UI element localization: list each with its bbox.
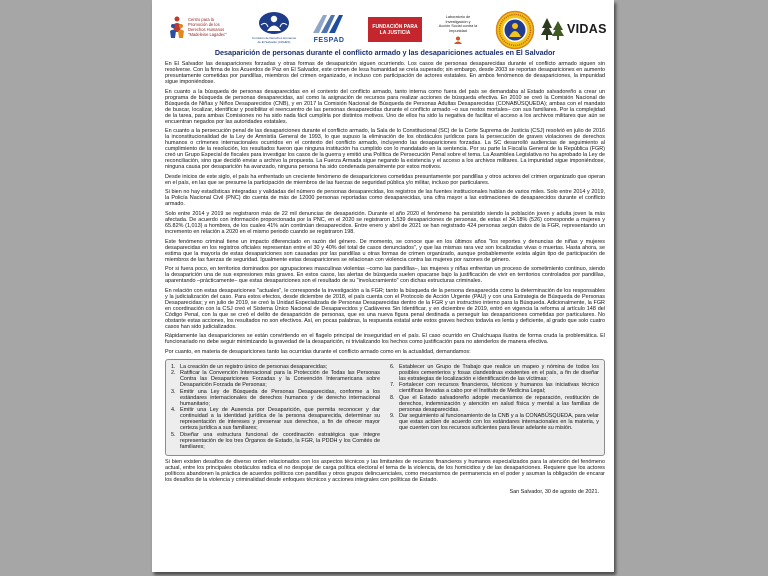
lagadec-name-line: Promoción de los [188, 22, 220, 27]
demands-box [165, 359, 605, 456]
round-seal-icon [495, 10, 535, 50]
demand-text: La creación de un registro único de personas desaparecidas; [180, 363, 328, 370]
demand-item [390, 395, 599, 413]
logo-cdhes [248, 11, 300, 44]
demand-number: 9. [390, 413, 395, 420]
human-figure-emblem-icon [257, 11, 291, 35]
demand-number: 4. [171, 407, 176, 414]
demand-number: 5. [171, 431, 176, 438]
lagadec-name-line: "Madeleine Lagadec" [188, 32, 227, 37]
fundacion-line: FUNDACIÓN PARA [372, 23, 418, 30]
demand-text: Diseñar una estructura funcional de coordinación estratégica que integre representación de los tres Órganos de Estado, la FGR, la PDDH y los Comités de familiares; [180, 431, 380, 450]
demand-number: 2. [171, 370, 176, 377]
fespad-wordmark: FESPAD [313, 37, 345, 44]
lagadec-name-line: Centro para la [188, 17, 214, 22]
document-title: Desaparición de personas durante el conflicto armado y las desapariciones actuales en El Salvador [214, 48, 556, 57]
logo-fundacion-justicia [368, 17, 422, 42]
document-body [165, 61, 605, 495]
demand-text: Ratificar la Convención Internacional para la Protección de Todas las Personas Contra las Desapariciones Forzadas y la Convención Interamericana sobre Desaparición Forzada de Personas; [180, 370, 380, 389]
demand-item [171, 370, 380, 388]
laboratorio-name-line: Impunidad [449, 29, 467, 34]
demand-item [171, 389, 380, 407]
person-icon [451, 36, 465, 44]
fundacion-line: LA JUSTICIA [379, 29, 411, 36]
demand-number: 7. [390, 382, 395, 389]
stripes-emblem-icon [309, 13, 349, 35]
paragraph-persecucion-penal: En cuanto a la persecución penal de las desapariciones durante el conflicto armado, la Sala de lo Constitucional (SC) de la Corte Suprema de Justicia (CSJ) resolvió en julio de 2016 la inconstitucionalidad de la Ley de Amnistía General de 1993, lo que supuso la eliminación de los obstáculos jurídicos para la persecución de graves violaciones de derechos humanos o crímenes internacionales ocurridos en el contexto del conflicto armado, incluyendo las desapariciones forzadas. La SC desarrolló audiencias de seguimiento al cumplimiento de la resolución, los resultados fueron que ninguna institución ha cumplido con lo mandatado en la sentencia. Por su parte la Fiscalía General de la República (FGR) creó un Grupo Especial de fiscales para investigar los casos de la guerra y emitió una Política de Persecución Penal sobre el tema. La Asamblea Legislativa no ha aprobado la Ley de reconciliación, sino que decidió enviar a archivo la propuesta. La Fuerza Armada sigue negando la existencia y el acceso a los archivos militares. La impunidad sigue imponiéndose, ninguna causa por desaparición ha avanzado, ninguna persona ha sido condenada penalmente por estos motivos. [165, 128, 605, 171]
demands-column-right [390, 364, 599, 451]
paragraph-flagelo: Rápidamente las desapariciones se están convirtiendo en el flagelo principal de inseguridad en el país. El caso ocurrido en Chalchuapa ilustra de forma cruda la problemática. El funcionariado no debe seguir minimizando la gravedad de la desaparición, ni trivializando los hechos como justificación para no atenderlos de manera efectiva. [165, 333, 605, 346]
laboratorio-name-line: Investigación y [445, 19, 471, 24]
demand-text: Fortalecer con recursos financieros, técnicos y humanos las iniciativas técnico científicas llevadas a cabo por el Instituto de Medicina Legal; [399, 382, 599, 395]
paragraph-desapariciones-actuales: Desde inicios de este siglo, el país ha enfrentado un creciente fenómeno de desapariciones cometidas presuntamente por pandillas y otros actores del crimen organizado que operan en el país, en las que se presume la participación de miembros de las fuerzas de seguridad pública y/o militar, incluso por particulares. [165, 173, 605, 186]
demand-text: Que el Estado salvadoreño adopte mecanismos de reparación, restitución de derechos, indemnización y atención en salud física y mental a las familias de personas desaparecidas. [399, 394, 599, 413]
cdhes-caption [248, 37, 300, 44]
demand-number: 1. [171, 363, 176, 370]
paragraph-busqueda: En cuanto a la búsqueda de personas desaparecidas en el contexto del conflicto armado, tanto interna como fuera del país se demandaba al Estado salvadoreño a crear un programa de búsqueda de personas desaparecidas, así como la asignación de recursos para realizar acciones de búsqueda efectiva. En 2010 se creó la Comisión Nacional de Búsqueda de Niñas y Niños Desaparecidos (CNB), y en 2017 la Comisión Nacional de Búsqueda de Personas Adultas Desaparecidas (CONABÚSQUEDA); ambas con el mandato de buscar, localizar, identificar y posibilitar el reencuentro de las personas desaparecidas durante el conflicto armado –o sus restos mortales– con sus familiares. Por la complejidad de la tarea, para ambas Comisiones no ha sido nada fácil cumplirla por distintos motivos. Uno de ellos ha sido la negativa de facilitar el acceso a los archivos militares que aún se encuentran negados por las autoridades estatales. [165, 88, 605, 125]
paragraph-cifras: Solo entre 2014 y 2019 se registraron más de 22 mil denuncias de desaparición. Durante el año 2020 el fenómeno ha persistido siendo la población joven y adulta joven la más afectada. De acuerdo con información proporcionada por la PNC, en el 2020 se registraron 1,539 desapariciones de personas, de estas el 34.18% (526) corresponde a mujeres y 65.82% (1,013) a hombres, de los cuales 41% aún continúan desaparecidos. Entre enero y abril de 2021 se han registrado 424 personas según datos de la FGR, representando un incremento en relación a 2020 en el mismo periodo cuando se registraron 198. [165, 210, 605, 235]
demand-text: Emitir una Ley de Ausencia por Desaparición, que permita reconocer y dar continuidad a la identidad jurídica de la persona desaparecida, determinar su representación de intereses y preservar sus derechos, a fin de ofrecer mayor certeza jurídica a sus familiares; [180, 407, 380, 432]
laboratorio-name [430, 15, 486, 34]
lagadec-name [188, 17, 227, 37]
logo-vidas [541, 15, 609, 43]
laboratorio-name-line: Laboratorio de [445, 15, 471, 19]
paragraph-genero: Este fenómeno criminal tiene un impacto diferenciado en razón del género. De momento, se conoce que en los últimos años "los reportes y denuncias de niñas y mujeres desaparecidas en los registros oficiales representan entre el 30 y 40% del total de casos denunciados", y que las mismas rara vez son localizadas vivas o muertas. Hasta ahora, se estima que la mayoría de estas desapariciones son causadas por las pandillas u otras formas de crimen organizado, aunque probablemente exista algún tipo de participación de miembros de las fuerzas de seguridad. Igualmente estas desapariciones se relacionan con violencia contra las mujeres por razones de género. [165, 238, 605, 263]
logo-madeleine-lagadec [169, 15, 241, 43]
logo-laboratorio [430, 15, 486, 44]
demand-item [390, 364, 599, 382]
paragraph-investigacion-fgr: En relación con estas desapariciones "actuales", le corresponde la investigación a la FGR; tanto la búsqueda de la persona desaparecida como la determinación de los responsables y la judicialización del caso. Para estos efectos, desde diciembre de 2018, el país cuenta con el Protocolo de Acción Urgente (PAU) y con una Estrategia de Búsqueda de Personas Desaparecidas; y en julio de 2019, se creó la Unidad Especializada de Personas Desaparecidas dentro de la FGR y un instructivo interno para la Búsqueda. Adicionalmente, la FGR en coordinación con la CSJ creó el Sistema Único Nacional de Desaparecidos y Cadáveres Sin Identificar, y en diciembre de 2019, entró en vigencia la reforma al artículo 148 del Código Penal, con la que se creó el delito de desaparición de personas, que es una nueva figura penal destinada a perseguir las desapariciones cometidas por particulares. No obstante estas acciones, los resultados no son efectivos. Así, en pocas palabras, la respuesta estatal ante estos graves hechos todavía es lenta y deficiente, al grado que solo cuatro casos han sido judicializados. [165, 287, 605, 330]
logo-round-seal [495, 10, 535, 50]
signature-date: San Salvador, 30 de agosto de 2021. [509, 489, 599, 496]
vidas-wordmark: VIDAS [567, 22, 607, 36]
demand-text: Emitir una Ley de Búsqueda de Personas Desaparecidas, conforme a los estándares internacionales de derechos humanos y de derecho internacional humanitario; [180, 388, 380, 407]
demand-item [390, 413, 599, 431]
paragraph-closing: Si bien existen desafíos de diverso orden relacionados con los aspectos técnicos y las limitantes de recursos financieros y humanos especializados para la atención del fenómeno actual, entre los principales obstáculos radica el no despojar de carga política electoral el tema de la violencia, de los homicidios y de las desapariciones. Requiere que los actores políticos abandonen la práctica de acuerdos políticos con pandillas y otros grupos delincuenciales, como mecanismos de permanencia en el poder y asuman la obligación de encarar los desafíos de la violencia y criminalidad desde enfoques técnicos y acciones integrales con políticas de Estado. [165, 459, 605, 484]
demand-number: 3. [171, 388, 176, 395]
paragraph-intro: En El Salvador las desapariciones forzadas y otras formas de desaparición siguen ocurriendo. Los casos de personas desaparecidas durante el conflicto armado siguen sin resolverse. Con la firma de los Acuerdos de Paz en El Salvador, este crimen de lesa humanidad se creía superado; sin embargo, desde 2003 se reportan desapariciones en aumento presuntamente cometidas por pandillas, miembros del crimen organizado, e incluso con participación de actores estatales. En ambos fenómenos de desapariciones, la impunidad sigue imponiéndose. [165, 61, 605, 85]
paragraph-territorios: Por si fuera poco, en territorios dominados por agrupaciones masculinas violentas –como las pandillas–, las mujeres y niñas enfrentan un proceso de sometimiento continuo, siendo la desaparición una de sus expresiones más graves. En estos casos, las alertas de búsqueda suelen opacarse bajo la justificación de vivir en territorios controlados por pandillas, aparentando –prácticamente– que estas desapariciones son el resultado de su "involucramiento" con dichas estructuras criminales. [165, 266, 605, 285]
paragraph-demandamos: Por cuanto, en materia de desapariciones tanto las ocurridas durante el conflicto armado como en la actualidad, demandamos: [165, 348, 471, 355]
people-group-icon [169, 15, 185, 39]
trees-icon [541, 16, 565, 42]
laboratorio-name-line: Acción Social contra la [438, 24, 478, 29]
cdhes-caption-line: Comisión de Derechos Humanos [251, 36, 297, 40]
demand-text: Establecer un Grupo de Trabajo que realice un mapeo y nómina de todos los posibles cementerios y fosas clandestinas existentes en el país, a fin de diseñar las estrategias de localización e identificación de las víctimas; [399, 363, 599, 382]
lagadec-name-line: Derechos Humanos [188, 27, 225, 32]
logo-fespad [304, 13, 354, 45]
demand-item [171, 407, 380, 431]
demand-number: 8. [390, 394, 395, 401]
demand-number: 6. [390, 363, 395, 370]
demand-item [390, 382, 599, 394]
demand-item [171, 432, 380, 450]
paragraph-estadisticas: Si bien no hay estadísticas integradas y validadas del número de personas desaparecidas, los registros de las fuentes institucionales hablan de varios miles. Solo entre 2014 y 2019, la Policía Nacional Civil (PNC) dio cuenta de más de 12000 personas reportadas como desaparecidas, una cifra mayor a las estimaciones de desaparecidos durante el conflicto armado. [165, 189, 605, 208]
demand-text: Dar seguimiento al funcionamiento de la CNB y a la CONABÚSQUEDA, para velar que estas actúen de acuerdo con los estándares internacionales en la materia, y que cuenten con los recursos suficientes para llevar adelante su misión. [399, 413, 599, 432]
demand-item [171, 364, 380, 370]
demands-column-left [171, 364, 380, 451]
cdhes-caption-line: de El Salvador (CDHES) [257, 39, 291, 44]
document-page [152, 0, 614, 572]
